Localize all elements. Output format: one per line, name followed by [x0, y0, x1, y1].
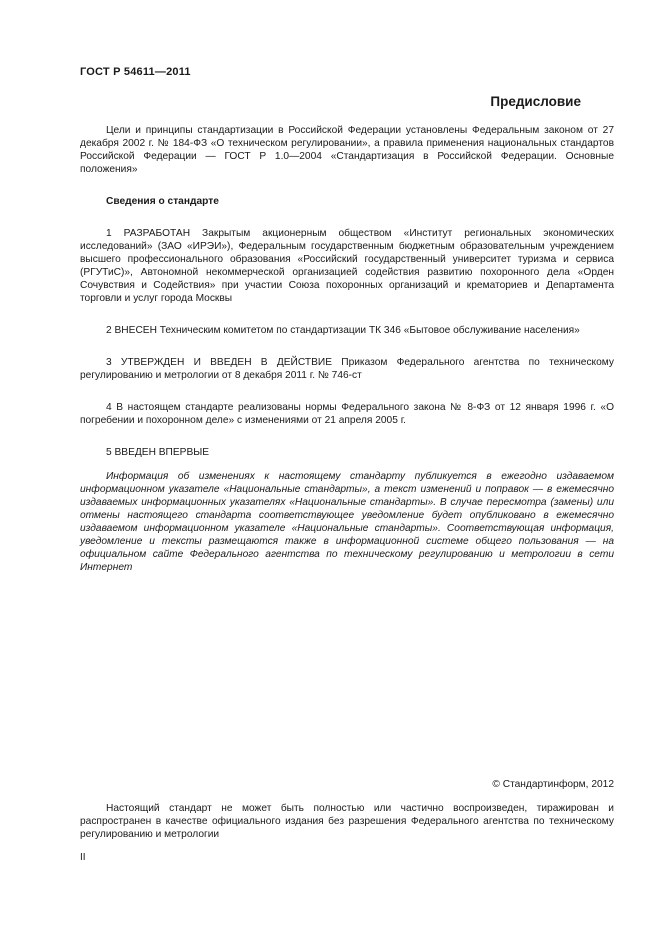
- page-title: [80, 94, 581, 109]
- item-3: 3 УТВЕРЖДЕН И ВВЕДЕН В ДЕЙСТВИЕ Приказом Федерального агентства по техническому регулированию и метрологии от 8 декабря 2011 г. № 746-ст: [80, 357, 614, 381]
- page-number: II: [80, 852, 86, 863]
- foreword-title: Предисловие: [490, 94, 581, 109]
- item-4: 4 В настоящем стандарте реализованы нормы Федерального закона № 8-ФЗ от 12 января 1996 г. «О погребении и похоронном деле» с изменениями от 21 апреля 2005 г.: [80, 402, 614, 426]
- intro-paragraph: Цели и принципы стандартизации в Российской Федерации установлены Федеральным законом от 27 декабря 2002 г. № 184-ФЗ «О техническом регулировании», а правила применения национальных стандартов Российской Федерации — ГОСТ Р 1.0—2004 «Стандартизация в Российской Федерации. Основные положения»: [80, 125, 614, 175]
- reproduction-notice-block: [80, 802, 614, 841]
- item-2: 2 ВНЕСЕН Техническим комитетом по стандартизации ТК 346 «Бытовое обслуживание населения»: [106, 325, 580, 336]
- info-notice: Информация об изменениях к настоящему стандарту публикуется в ежегодно издаваемом информационном указателе «Национальные стандарты», а текст изменений и поправок — в ежемесячно издаваемых информационных указателях «Национальные стандарты». В случае пересмотра (замены) или отмены настоящего стандарта соответствующее уведомление будет опубликовано в ежемесячно издаваемом информационном указателе «Национальные стандарты». Соответствующая информация, уведомление и тексты размещаются также в информационной системе общего пользования — на официальном сайте Федерального агентства по техническому регулированию и метрологии в сети Интернет: [80, 471, 614, 573]
- document-code: ГОСТ Р 54611—2011: [80, 66, 191, 78]
- section-title: Сведения о стандарте: [106, 196, 219, 207]
- item-5: 5 ВВЕДЕН ВПЕРВЫЕ: [106, 447, 210, 458]
- main-content: [80, 124, 614, 459]
- item-1: 1 РАЗРАБОТАН Закрытым акционерным обществом «Институт региональных экономических исследований» (ЗАО «ИРЭИ»), Федеральным государственным бюджетным образовательным учреждением высшего профессионального образования «Российский государственный университет туризма и сервиса (РГУТиС)», Автономной некоммерческой организацией содействия развитию похоронного дела «Орден Сочувствия и Содействия» при участии Союза похоронных организаций и крематориев и Департамента торговли и услуг города Москвы: [80, 228, 614, 304]
- copyright: © Стандартинформ, 2012: [492, 779, 614, 790]
- reproduction-notice: Настоящий стандарт не может быть полностью или частично воспроизведен, тиражирован и распространен в качестве официального издания без разрешения Федерального агентства по техническому регулированию и метрологии: [80, 803, 614, 840]
- info-notice-block: [80, 470, 614, 574]
